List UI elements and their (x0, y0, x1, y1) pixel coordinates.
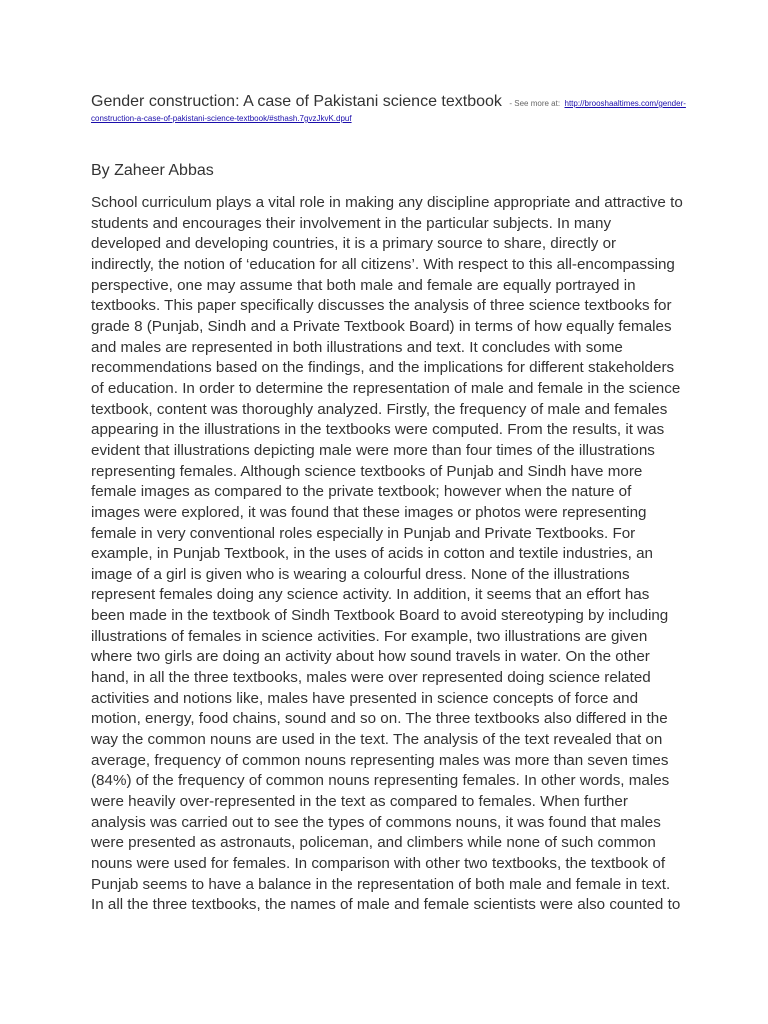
body-line: indirectly, the notion of ‘education for all citizens’. With respect to this all-encompassing (91, 255, 675, 273)
body-line: were heavily over-represented in the text as compared to females. When further (91, 793, 628, 811)
link-line (91, 114, 681, 124)
body-line: students and encourages their involvement in the particular subjects. In many (91, 214, 612, 232)
body-line: image of a girl is given who is wearing a colourful dress. None of the illustrations (91, 565, 630, 583)
body-line: and males are represented in both illustrations and text. It concludes with some (91, 338, 623, 356)
body-line: been made in the textbook of Sindh Textbook Board to avoid stereotyping by including (91, 607, 669, 625)
body-line: recommendations based on the findings, and the implications for different stakeholders (91, 359, 675, 377)
body-line: analysis was carried out to see the types of commons nouns, it was found that males (91, 813, 661, 831)
title-block (91, 92, 686, 124)
body-line: grade 8 (Punjab, Sindh and a Private Textbook Board) in terms of how equally females (91, 317, 672, 335)
body-paragraph (91, 193, 686, 916)
body-line: female in very conventional roles especially in Punjab and Private Textbooks. For (91, 524, 636, 542)
body-line: activities and notions like, males have presented in science concepts of force and (91, 689, 639, 707)
body-line: (84%) of the frequency of common nouns representing females. In other words, males (91, 772, 670, 790)
body-line: female images as compared to the private textbook; however when the nature of (91, 483, 632, 501)
body-line: perspective, one may assume that both male and female are equally portrayed in (91, 276, 636, 294)
body-line: nouns were used for females. In comparison with other two textbooks, the textbook of (91, 855, 666, 872)
body-line: hand, in all the three textbooks, males were over represented doing science related (91, 669, 651, 687)
source-link-part1[interactable]: http://brooshaaltimes.com/gender- (564, 99, 686, 108)
document-title: Gender construction: A case of Pakistani science textbook (91, 93, 502, 110)
source-link-part2[interactable]: construction-a-case-of-pakistani-science-textbook/#sthash.7gvzJkvK.dpuf (91, 114, 352, 123)
body-line: evident that illustrations depicting male were more than four times of the illustrations (91, 441, 655, 459)
body-line: appearing in the illustrations in the textbooks were computed. From the results, it was (91, 421, 665, 439)
body-line: average, frequency of common nouns representing males was more than seven times (91, 751, 669, 769)
body-line: illustrations of females in science activities. For example, two illustrations are given (91, 627, 648, 645)
body-line: School curriculum plays a vital role in making any discipline appropriate and attractive to (91, 194, 683, 211)
body-line: represent females doing any science activity. In addition, it seems that an effort has (91, 586, 650, 604)
body-line: motion, energy, food chains, sound and so on. The three textbooks also differed in the (91, 710, 668, 728)
body-line: textbooks. This paper specifically discusses the analysis of three science textbooks for (91, 297, 672, 315)
author-byline: By Zaheer Abbas (91, 162, 214, 179)
body-line: textbook, content was thoroughly analyzed. Firstly, the frequency of male and females (91, 400, 668, 418)
body-line: images were explored, it was found that these images or photos were representing (91, 503, 647, 521)
body-line: of education. In order to determine the representation of male and female in the science (91, 379, 681, 397)
body-line: way the common nouns are used in the text. The analysis of the text revealed that on (91, 731, 663, 749)
body-line: where two girls are doing an activity about how sound travels in water. On the other (91, 648, 650, 666)
see-more-prefix: - See more at: (509, 99, 561, 108)
body-line: developed and developing countries, it is a primary source to share, directly or (91, 235, 617, 253)
body-line: In all the three textbooks, the names of male and female scientists were also counted to (91, 896, 681, 914)
body-line: Punjab seems to have a balance in the representation of both male and female in text. (91, 875, 671, 893)
title-line (91, 92, 686, 114)
body-line: representing females. Although science textbooks of Punjab and Sindh have more (91, 462, 643, 480)
body-line: example, in Punjab Textbook, in the uses of acids in cotton and textile industries, an (91, 545, 653, 563)
body-line: were presented as astronauts, policeman, and climbers while none of such common (91, 834, 656, 852)
